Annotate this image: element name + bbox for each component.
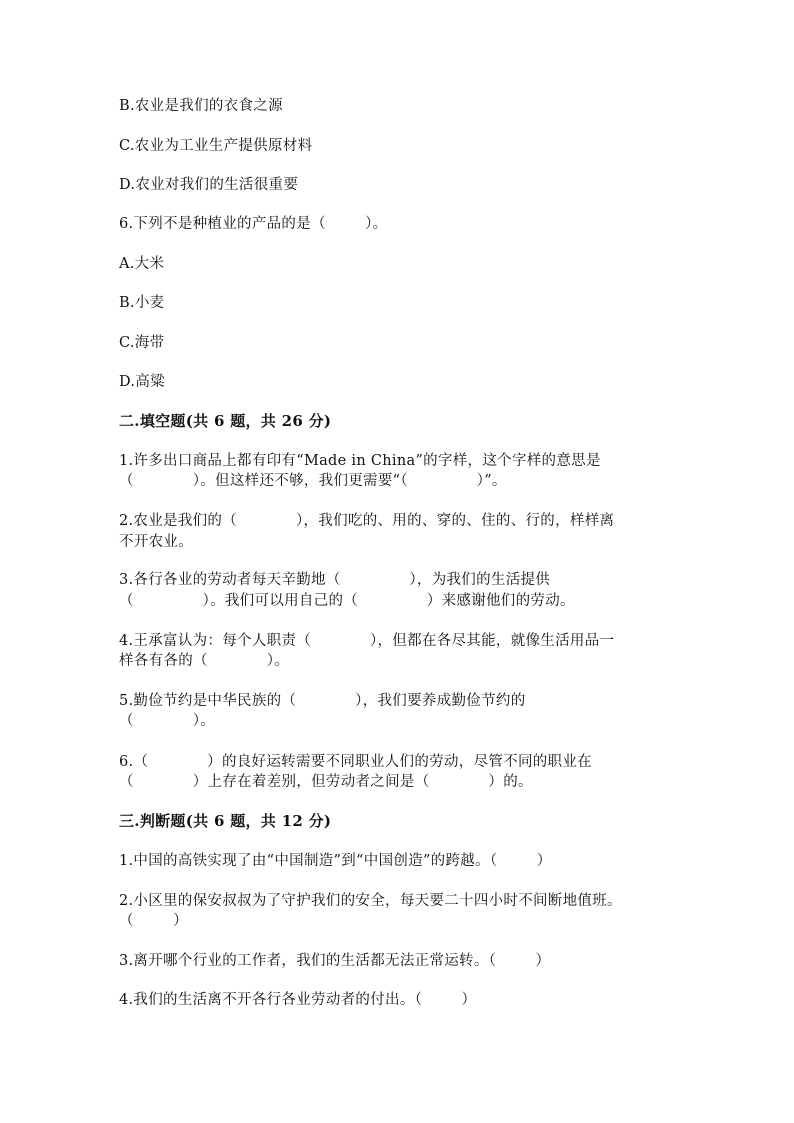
section-heading-fill-in: 二.填空题(共 6 题，共 26 分) <box>119 412 332 430</box>
fill-question-5-line-1: 5.勤俭节约是中华民族的（ ），我们要养成勤俭节约的 <box>119 693 526 709</box>
fill-question-6-line-2: （ ）上存在着差别，但劳动者之间是（ ）的。 <box>119 774 533 790</box>
fill-question-6-line-1: 6.（ ）的良好运转需要不同职业人们的劳动，尽管不同的职业在 <box>119 754 592 770</box>
option-c-raw-materials: C.农业为工业生产提供原材料 <box>119 138 313 154</box>
judge-question-3: 3.离开哪个行业的工作者，我们的生活都无法正常运转。（ ） <box>119 953 551 969</box>
fill-question-3-line-2: （ ）。我们可以用自己的（ ）来感谢他们的劳动。 <box>119 593 575 609</box>
judge-question-2-line-1: 2.小区里的保安叔叔为了守护我们的安全，每天要二十四小时不间断地值班。 <box>119 893 622 909</box>
fill-question-4-line-1: 4.王承富认为：每个人职责（ ），但都在各尽其能，就像生活用品一 <box>119 633 615 649</box>
judge-question-2-line-2: （ ） <box>119 913 188 929</box>
question-6: 6.下列不是种植业的产品的是（ ）。 <box>119 216 388 232</box>
section-heading-true-false: 三.判断题(共 6 题，共 12 分) <box>119 812 332 830</box>
option-d-sorghum: D.高粱 <box>119 374 165 390</box>
fill-question-3-line-1: 3.各行各业的劳动者每天辛勤地（ ），为我们的生活提供 <box>119 572 551 588</box>
fill-question-1-line-2: （ ）。但这样还不够，我们更需要“（ ）”。 <box>119 473 507 489</box>
fill-question-2-line-2: 不开农业。 <box>119 534 193 550</box>
judge-question-1: 1.中国的高铁实现了由“中国制造”到“中国创造”的跨越。（ ） <box>119 853 552 869</box>
option-b-wheat: B.小麦 <box>119 295 165 311</box>
option-d-important: D.农业对我们的生活很重要 <box>119 177 299 193</box>
option-a-rice: A.大米 <box>119 256 165 272</box>
fill-question-5-line-2: （ ）。 <box>119 713 216 729</box>
option-b-agriculture-source: B.农业是我们的衣食之源 <box>119 98 283 114</box>
fill-question-4-line-2: 样各有各的（ ）。 <box>119 653 290 669</box>
fill-question-1-line-1: 1.许多出口商品上都有印有“Made in China”的字样，这个字样的意思是 <box>119 453 601 469</box>
fill-question-2-line-1: 2.农业是我们的（ ），我们吃的、用的、穿的、住的、行的，样样离 <box>119 513 615 529</box>
option-c-kelp: C.海带 <box>119 335 165 351</box>
judge-question-4: 4.我们的生活离不开各行各业劳动者的付出。（ ） <box>119 992 477 1008</box>
